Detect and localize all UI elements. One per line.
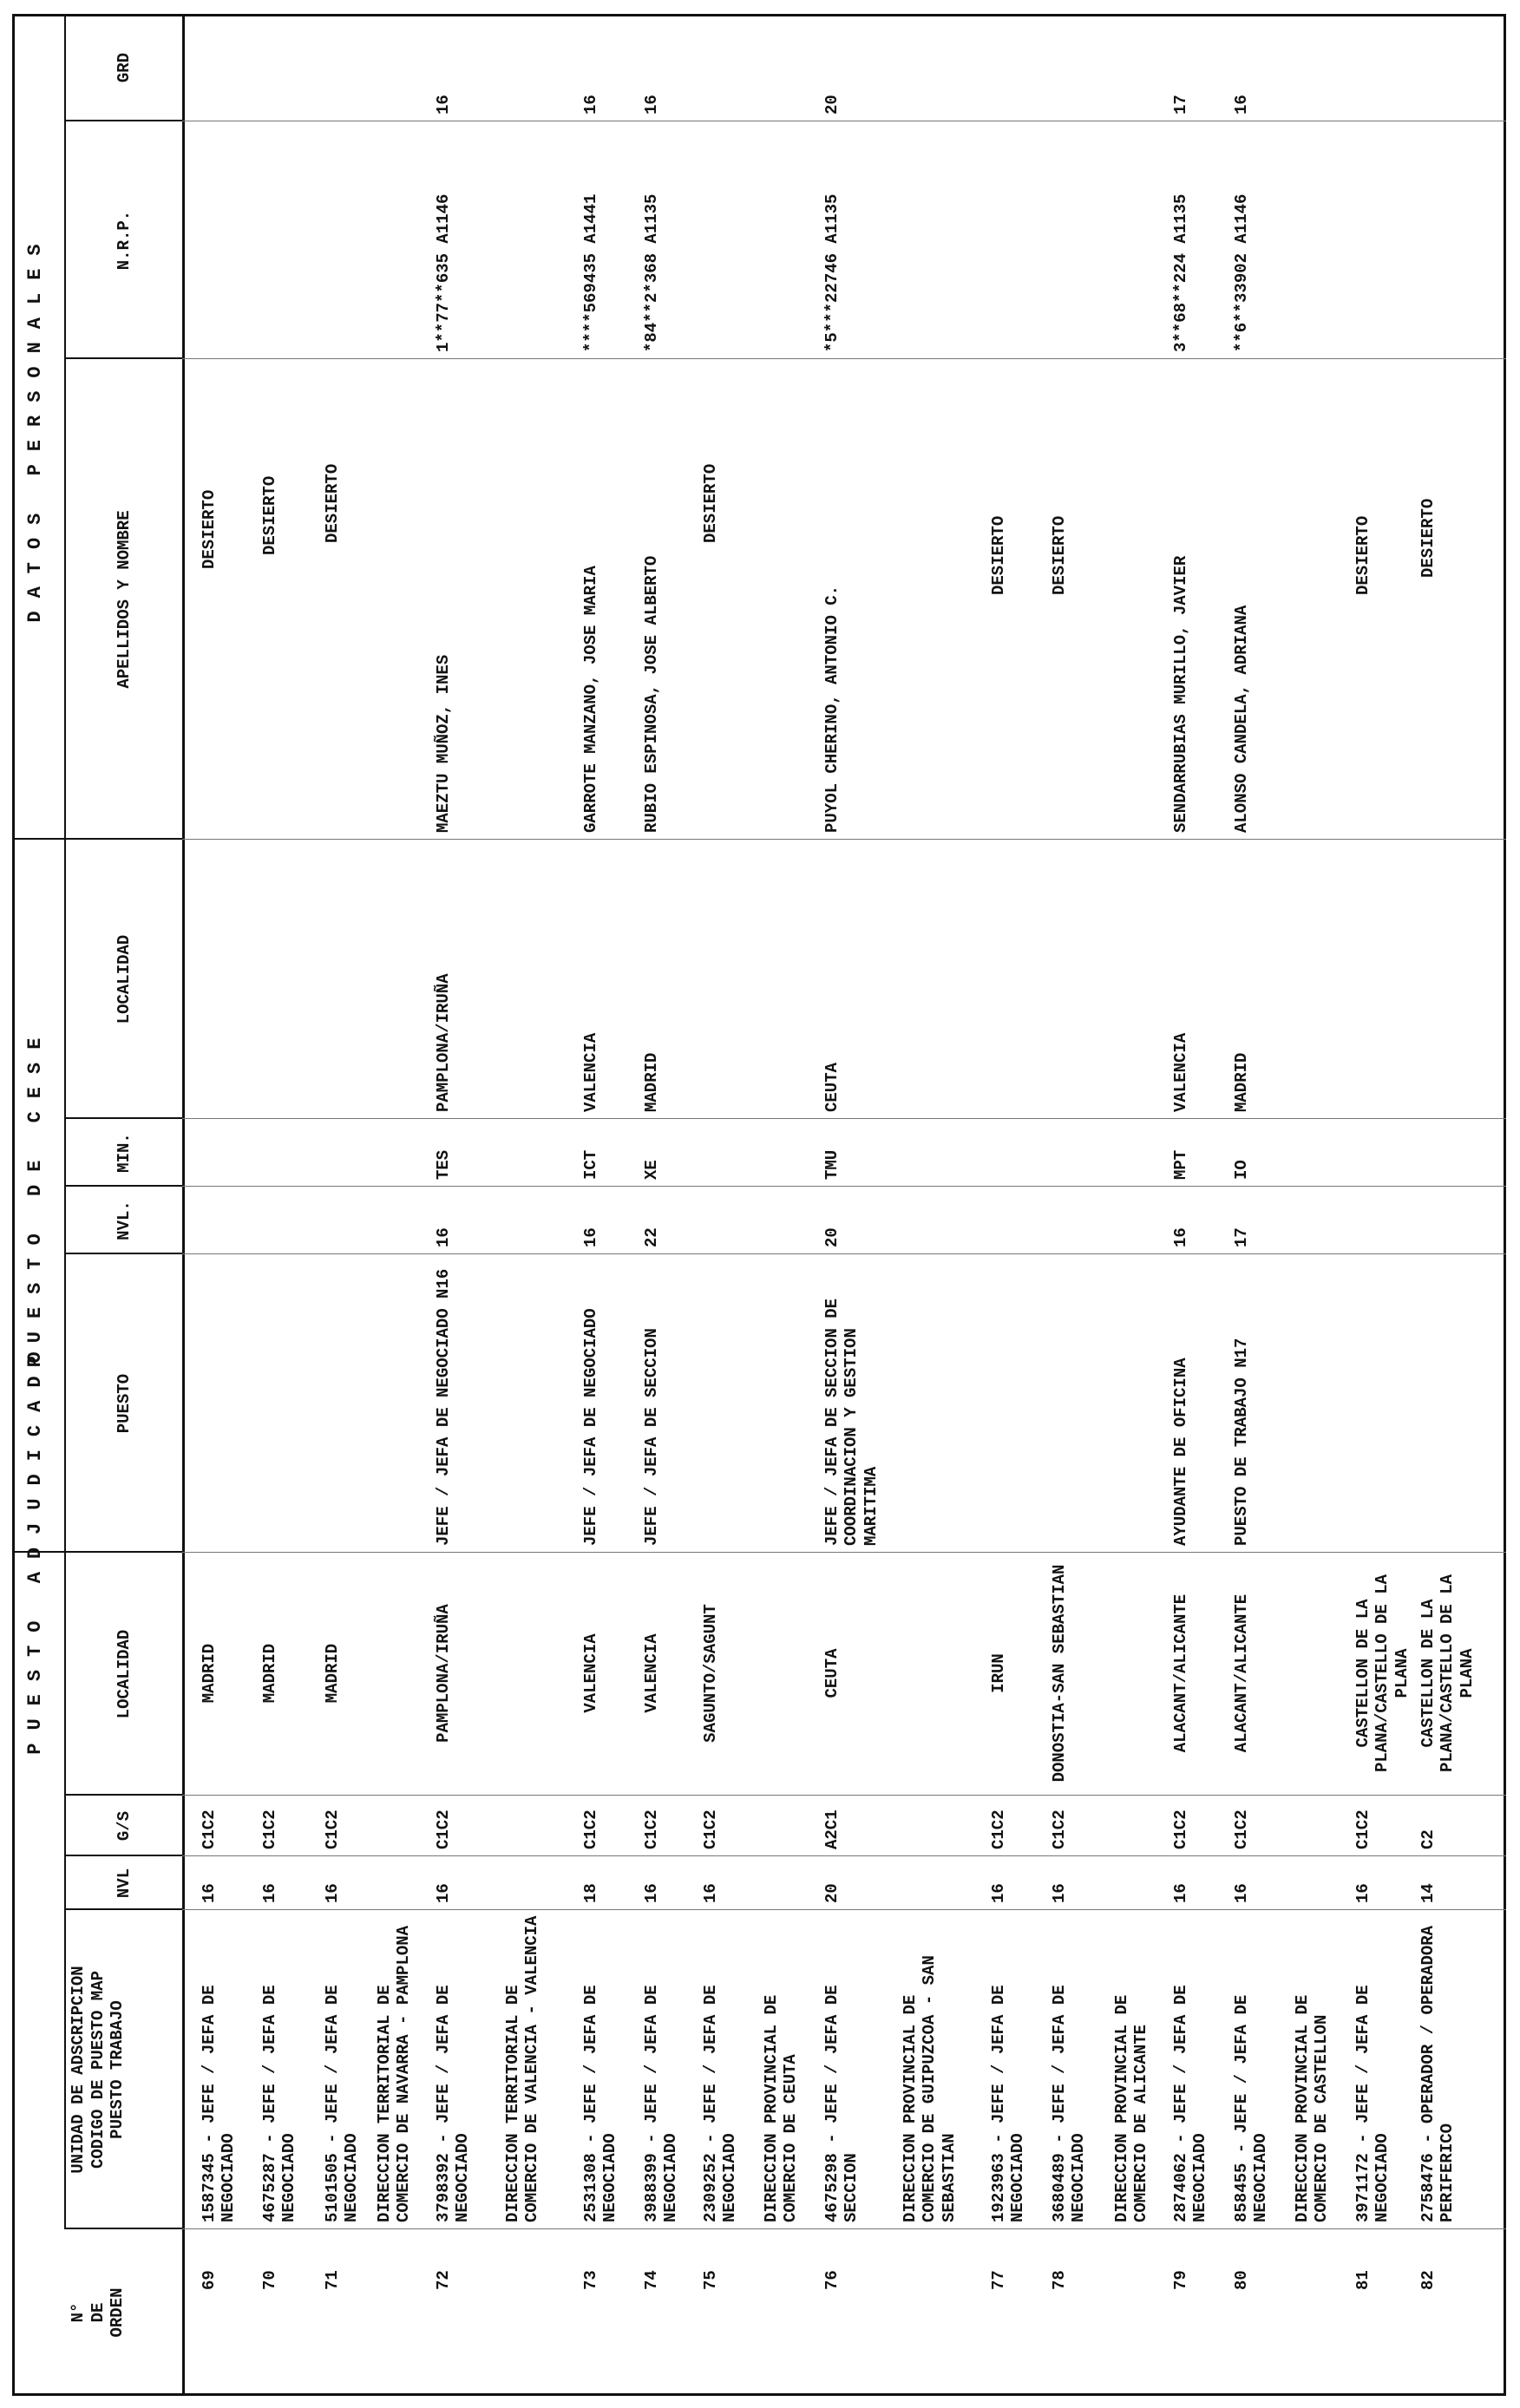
cell-nrp: 3**68**224 A1135: [1171, 193, 1190, 352]
cell-orden: 74: [642, 2270, 661, 2290]
cell-localidad-adj: DONOSTIA-SAN SEBASTIAN: [1050, 1564, 1069, 1783]
header-nrp: N.R.P.: [114, 210, 134, 271]
cell-localidad-adj: MADRID: [323, 1643, 342, 1704]
section-title-cese: PUESTO DE CESE: [24, 1024, 46, 1368]
cell-nvl: 16: [1353, 1883, 1373, 1903]
cell-unidad: 2758476 - OPERADOR / OPERADORA PERIFERICO: [1418, 1925, 1458, 2222]
cell-unidad: DIRECCION TERRITORIAL DE COMERCIO DE NAVARRA - PAMPLONA: [375, 1925, 414, 2222]
cell-grd: 16: [1232, 95, 1251, 115]
grid-line: [64, 840, 66, 1553]
header-nvl-cese: NVL.: [114, 1201, 134, 1240]
cell-localidad-cese: PAMPLONA/IRUÑA: [434, 973, 453, 1112]
grid-line: [182, 1552, 1506, 1553]
header-unidad: UNIDAD DE ADSCRIPCION CODIGO DE PUESTO MAP PUESTO TRABAJO: [68, 1966, 128, 2174]
cell-apellidos: DESIERTO: [1050, 515, 1069, 595]
cell-localidad-adj: CASTELLON DE LA PLANA/CASTELLO DE LA PLANA: [1353, 1574, 1412, 1773]
cell-orden: 72: [434, 2270, 453, 2290]
header-puesto: PUESTO: [114, 1373, 134, 1434]
cell-apellidos: RUBIO ESPINOSA, JOSE ALBERTO: [642, 555, 661, 833]
cell-apellidos: MAEZTU MUÑOZ, INES: [434, 654, 453, 833]
cell-nvl: 16: [642, 1883, 661, 1903]
grid-line: [182, 2228, 1506, 2229]
cell-localidad-cese: VALENCIA: [1171, 1032, 1190, 1112]
cell-gs: C1C2: [1353, 1809, 1373, 1849]
cell-apellidos: GARROTE MANZANO, JOSE MARIA: [581, 566, 600, 833]
cell-puesto: JEFE / JEFA DE NEGOCIADO: [581, 1308, 600, 1546]
cell-min: IO: [1232, 1160, 1251, 1180]
cell-apellidos: DESIERTO: [1418, 498, 1438, 578]
cell-apellidos: SENDARRUBIAS MURILLO, JAVIER: [1171, 555, 1190, 833]
cell-nvl: 16: [260, 1883, 279, 1903]
cell-gs: C1C2: [581, 1809, 600, 1849]
cell-nvl-cese: 20: [822, 1227, 842, 1247]
cell-nvl-cese: 17: [1232, 1227, 1251, 1247]
cell-nvl: 16: [1232, 1883, 1251, 1903]
cell-nrp: **6**33902 A1146: [1232, 193, 1251, 352]
cell-localidad-cese: MADRID: [642, 1052, 661, 1112]
cell-puesto: AYUDANTE DE OFICINA: [1171, 1358, 1190, 1546]
grid-line: [64, 357, 182, 359]
grid-line: [64, 1908, 182, 1910]
section-title-adjudicado: PUESTO ADJUDICADO: [24, 1338, 46, 1755]
grid-line: [182, 1118, 1506, 1119]
cell-gs: C1C2: [989, 1809, 1008, 1849]
cell-grd: 20: [822, 95, 842, 115]
grid-line: [182, 1909, 1506, 1910]
cell-gs: A2C1: [822, 1809, 842, 1849]
cell-localidad-adj: IRUN: [989, 1653, 1008, 1693]
cell-gs: C1C2: [434, 1809, 453, 1849]
grid-line: [64, 2228, 182, 2229]
cell-orden: 77: [989, 2270, 1008, 2290]
cell-nvl: 16: [701, 1883, 720, 1903]
cell-apellidos: PUYOL CHERINO, ANTONIO C.: [822, 585, 842, 833]
grid-line: [182, 1186, 1506, 1187]
cell-min: TES: [434, 1149, 453, 1180]
cell-orden: 75: [701, 2270, 720, 2290]
cell-grd: 16: [642, 95, 661, 115]
cell-unidad: 4675298 - JEFE / JEFA DE SECCION: [822, 1985, 862, 2222]
cell-gs: C1C2: [1050, 1809, 1069, 1849]
cell-orden: 71: [323, 2270, 342, 2290]
header-gs: G/S: [114, 1810, 134, 1842]
cell-orden: 70: [260, 2270, 279, 2290]
cell-orden: 82: [1418, 2270, 1438, 2290]
cell-unidad: 2531308 - JEFE / JEFA DE NEGOCIADO: [581, 1985, 620, 2222]
header-localidad-adjudicado: LOCALIDAD: [114, 1629, 134, 1719]
cell-unidad: 5101505 - JEFE / JEFA DE NEGOCIADO: [323, 1985, 362, 2222]
grid-line: [64, 1117, 182, 1119]
cell-gs: C1C2: [323, 1809, 342, 1849]
cell-localidad-adj: ALACANT/ALICANTE: [1171, 1593, 1190, 1753]
cell-grd: 17: [1171, 95, 1190, 115]
cell-unidad: 3680489 - JEFE / JEFA DE NEGOCIADO: [1050, 1985, 1089, 2222]
header-orden: N° DE ORDEN: [68, 2287, 128, 2338]
cell-unidad: 3798392 - JEFE / JEFA DE NEGOCIADO: [434, 1985, 473, 2222]
cell-localidad-adj: CEUTA: [822, 1648, 842, 1698]
grid-line: [182, 1253, 1506, 1254]
cell-nrp: ****569435 A1441: [581, 193, 600, 352]
cell-gs: C1C2: [1171, 1809, 1190, 1849]
cell-nrp: *84**2*368 A1135: [642, 193, 661, 352]
cell-gs: C1C2: [260, 1809, 279, 1849]
header-localidad-cese: LOCALIDAD: [114, 934, 134, 1024]
cell-unidad: 2309252 - JEFE / JEFA DE NEGOCIADO: [701, 1985, 740, 2222]
cell-localidad-adj: VALENCIA: [581, 1633, 600, 1713]
cell-puesto: JEFE / JEFA DE SECCION DE COORDINACION Y GESTION MARITIMA: [822, 1298, 881, 1546]
cell-orden: 79: [1171, 2270, 1190, 2290]
grid-line: [182, 358, 1506, 359]
cell-apellidos: DESIERTO: [200, 489, 219, 569]
header-nvl: NVL: [114, 1868, 134, 1899]
cell-orden: 69: [200, 2270, 219, 2290]
cell-nvl-cese: 16: [434, 1227, 453, 1247]
grid-line: [182, 1795, 1506, 1796]
cell-nvl: 16: [1171, 1883, 1190, 1903]
grid-line: [182, 839, 1506, 840]
cell-localidad-cese: MADRID: [1232, 1052, 1251, 1112]
grid-line: [64, 120, 182, 121]
cell-orden: 80: [1232, 2270, 1251, 2290]
grid-line: [64, 1253, 182, 1254]
cell-orden: 81: [1353, 2270, 1373, 2290]
cell-apellidos: DESIERTO: [1353, 515, 1373, 595]
cell-localidad-adj: SAGUNTO/SAGUNT: [701, 1604, 720, 1743]
cell-localidad-adj: VALENCIA: [642, 1633, 661, 1713]
cell-orden: 78: [1050, 2270, 1069, 2290]
cell-apellidos: DESIERTO: [989, 515, 1008, 595]
header-grd: GRD: [114, 52, 134, 83]
cell-grd: 16: [434, 95, 453, 115]
cell-unidad: 3971172 - JEFE / JEFA DE NEGOCIADO: [1353, 1985, 1392, 2222]
cell-puesto: JEFE / JEFA DE SECCION: [642, 1328, 661, 1546]
cell-gs: C1C2: [1232, 1809, 1251, 1849]
cell-unidad: 3988399 - JEFE / JEFA DE NEGOCIADO: [642, 1985, 681, 2222]
grid-line: [182, 1855, 1506, 1856]
header-apellidos: APELLIDOS Y NOMBRE: [114, 510, 134, 689]
cell-apellidos: ALONSO CANDELA, ADRIANA: [1232, 605, 1251, 833]
cell-unidad: DIRECCION PROVINCIAL DE COMERCIO DE GUIPUZCOA - SAN SEBASTIAN: [901, 1955, 959, 2222]
cell-unidad: 1587345 - JEFE / JEFA DE NEGOCIADO: [200, 1985, 239, 2222]
grid-line: [64, 1794, 182, 1796]
cell-nvl: 16: [989, 1883, 1008, 1903]
cell-localidad-cese: CEUTA: [822, 1062, 842, 1112]
cell-unidad: 858455 - JEFE / JEFA DE NEGOCIADO: [1232, 1994, 1271, 2222]
cell-unidad: 4675287 - JEFE / JEFA DE NEGOCIADO: [260, 1985, 299, 2222]
grid-line: [64, 14, 66, 840]
grid-line: [64, 1855, 182, 1856]
cell-nvl: 16: [323, 1883, 342, 1903]
section-title-personales: DATOS PERSONALES: [24, 231, 46, 623]
cell-unidad: DIRECCION TERRITORIAL DE COMERCIO DE VALENCIA - VALENCIA: [503, 1915, 542, 2222]
cell-nvl-cese: 16: [1171, 1227, 1190, 1247]
cell-min: MPT: [1171, 1149, 1190, 1180]
cell-apellidos: DESIERTO: [323, 463, 342, 543]
cell-puesto: JEFE / JEFA DE NEGOCIADO N16: [434, 1268, 453, 1546]
cell-localidad-adj: MADRID: [260, 1643, 279, 1704]
cell-unidad: DIRECCION PROVINCIAL DE COMERCIO DE ALICANTE: [1112, 1994, 1151, 2222]
cell-orden: 73: [581, 2270, 600, 2290]
cell-localidad-adj: PAMPLONA/IRUÑA: [434, 1604, 453, 1743]
cell-unidad: DIRECCION PROVINCIAL DE COMERCIO DE CASTELLON: [1293, 1994, 1332, 2222]
cell-min: TMU: [822, 1149, 842, 1180]
cell-puesto: PUESTO DE TRABAJO N17: [1232, 1338, 1251, 1546]
cell-nrp: *5***22746 A1135: [822, 193, 842, 352]
cell-unidad: 2874062 - JEFE / JEFA DE NEGOCIADO: [1171, 1985, 1210, 2222]
cell-unidad: 1923963 - JEFE / JEFA DE NEGOCIADO: [989, 1985, 1028, 2222]
cell-gs: C2: [1418, 1829, 1438, 1849]
cell-nrp: 1**77**635 A1146: [434, 193, 453, 352]
cell-gs: C1C2: [200, 1809, 219, 1849]
cell-localidad-cese: VALENCIA: [581, 1032, 600, 1112]
cell-nvl-cese: 16: [581, 1227, 600, 1247]
cell-localidad-adj: MADRID: [200, 1643, 219, 1704]
cell-unidad: DIRECCION PROVINCIAL DE COMERCIO DE CEUTA: [762, 1994, 801, 2222]
cell-localidad-adj: CASTELLON DE LA PLANA/CASTELLO DE LA PLANA: [1418, 1574, 1477, 1773]
header-min: MIN.: [114, 1133, 134, 1173]
cell-apellidos: DESIERTO: [260, 475, 279, 555]
cell-grd: 16: [581, 95, 600, 115]
grid-line: [64, 1185, 182, 1187]
cell-nvl: 16: [200, 1883, 219, 1903]
cell-nvl: 16: [1050, 1883, 1069, 1903]
cell-min: ICT: [581, 1149, 600, 1180]
cell-nvl: 20: [822, 1883, 842, 1903]
cell-orden: 76: [822, 2270, 842, 2290]
cell-min: XE: [642, 1160, 661, 1180]
cell-gs: C1C2: [642, 1809, 661, 1849]
cell-nvl: 14: [1418, 1883, 1438, 1903]
cell-gs: C1C2: [701, 1809, 720, 1849]
cell-nvl-cese: 22: [642, 1227, 661, 1247]
cell-nvl: 16: [434, 1883, 453, 1903]
grid-line: [182, 14, 185, 2396]
cell-apellidos: DESIERTO: [701, 463, 720, 543]
cell-nvl: 18: [581, 1883, 600, 1903]
cell-localidad-adj: ALACANT/ALICANTE: [1232, 1593, 1251, 1753]
